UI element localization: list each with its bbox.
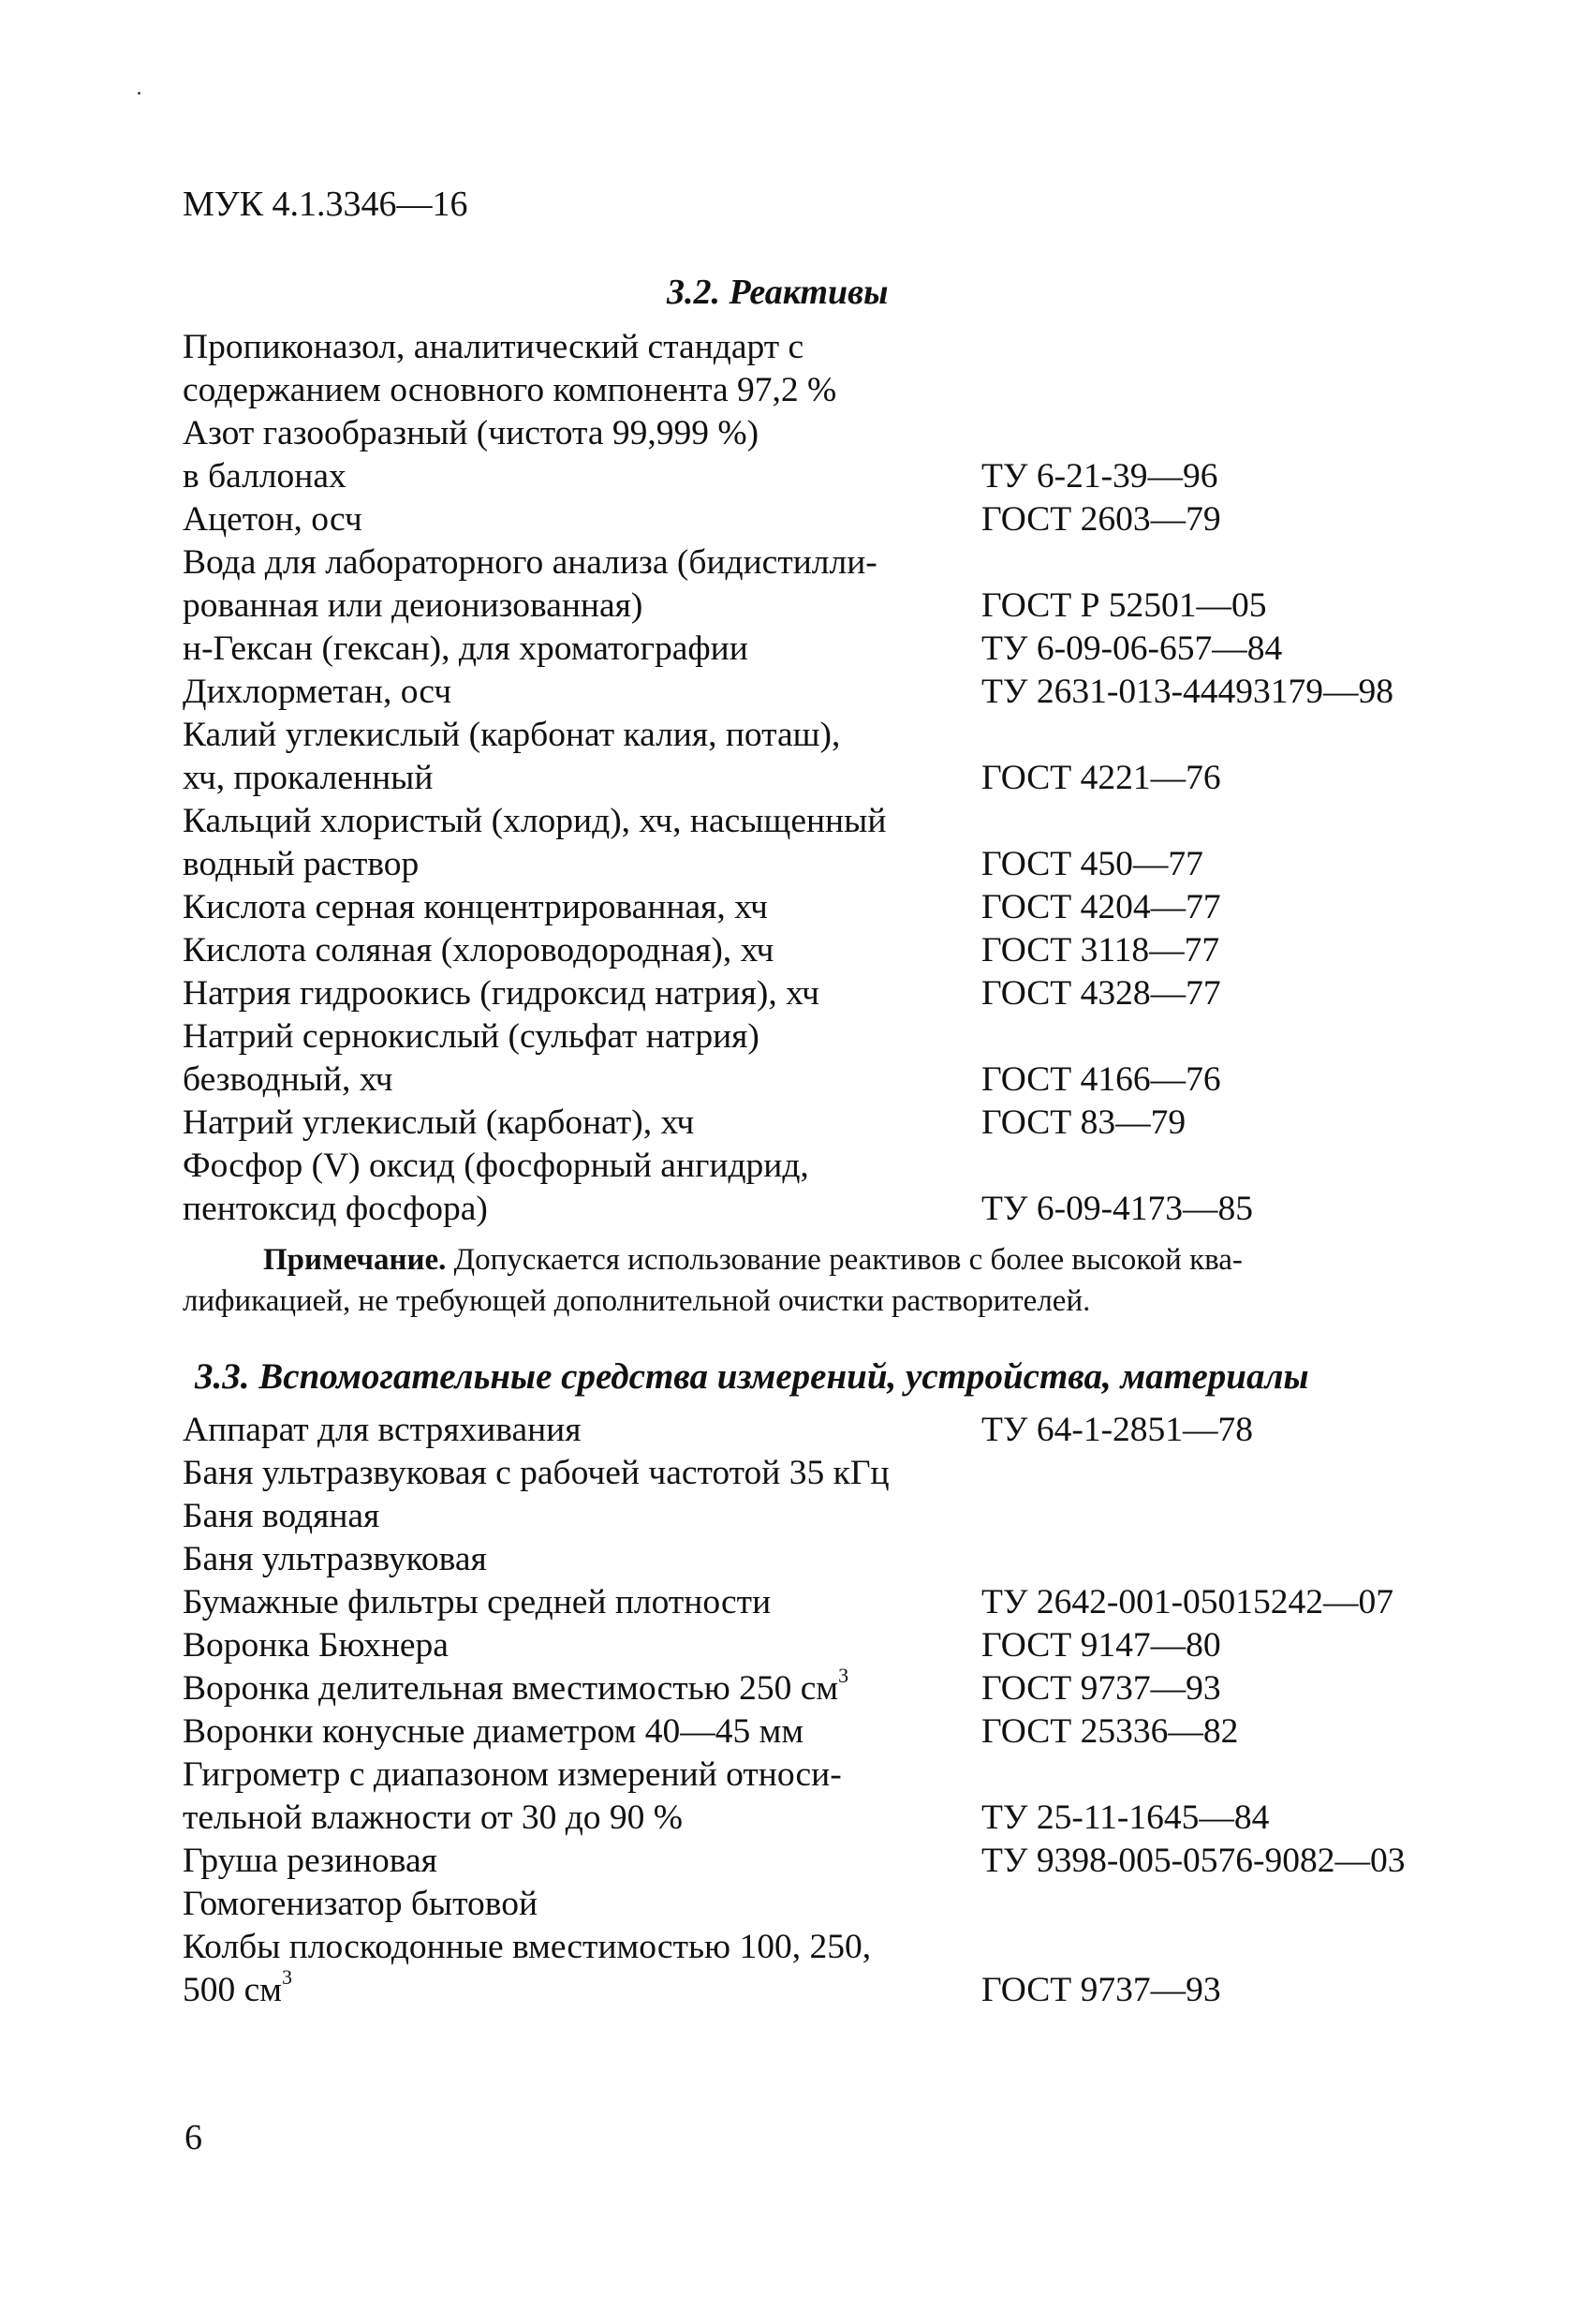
reagent-name-line: Кислота соляная (хлороводородная), хч: [183, 931, 774, 970]
reagent-row: [183, 714, 1494, 800]
scan-speck: [138, 92, 140, 95]
equipment-name: [183, 1495, 981, 1538]
equipment-standard: ГОСТ 9737—93: [981, 1669, 1221, 1708]
equipment-name-line: Бумажные фильтры средней плотности: [183, 1583, 772, 1621]
equipment-name: [183, 1754, 981, 1840]
reagent-standard: ГОСТ 4166—76: [981, 1060, 1221, 1099]
reagent-name-line: пентоксид фосфора): [183, 1190, 488, 1228]
reagent-row: [183, 671, 1494, 714]
equipment-row: [183, 1883, 1494, 1926]
equipment-row: [183, 1710, 1494, 1754]
reagent-name: [183, 714, 981, 800]
reagent-row: [183, 541, 1494, 628]
equipment-name-line: Аппарат для встряхивания: [183, 1411, 582, 1449]
equipment-name: [183, 1926, 981, 2012]
equipment-row: [183, 1664, 1494, 1710]
equipment-standard: ТУ 64-1-2851—78: [981, 1411, 1254, 1449]
reagent-name: [183, 498, 981, 541]
equipment-row: [183, 1926, 1494, 2012]
note: [183, 1239, 1409, 1322]
reagent-row: [183, 498, 1494, 541]
equipment-name: [183, 1840, 981, 1883]
reagent-row: [183, 1015, 1494, 1102]
reagent-row: [183, 326, 1494, 412]
equipment-name-line: Гигрометр с диапазоном измерений относи-: [183, 1755, 842, 1794]
equipment-row: [183, 1840, 1494, 1883]
page-number: 6: [184, 2118, 202, 2157]
reagent-name: [183, 1015, 981, 1102]
equipment-row: [183, 1624, 1494, 1667]
equipment-name-line: тельной влажности от 30 до 90 %: [183, 1799, 684, 1837]
reagent-standard: ТУ 6-09-06-657—84: [981, 629, 1283, 668]
equipment-name: [183, 1710, 981, 1754]
reagent-row: [183, 972, 1494, 1015]
note-label: Примечание.: [263, 1243, 447, 1277]
equipment-standard: ТУ 9398-005-0576-9082—03: [981, 1842, 1406, 1880]
reagent-name: [183, 1102, 981, 1145]
reagent-row: [183, 628, 1494, 671]
reagent-name-line: хч, прокаленный: [183, 759, 434, 797]
superscript: 3: [838, 1664, 849, 1687]
equipment-row: [183, 1452, 1494, 1495]
reagent-standard: ТУ 6-21-39—96: [981, 457, 1218, 496]
reagent-name-line: безводный, хч: [183, 1060, 393, 1099]
equipment-name-line: Колбы плоскодонные вместимостью 100, 250,: [183, 1928, 872, 1966]
reagent-name: [183, 541, 981, 628]
reagent-row: [183, 1102, 1494, 1145]
reagent-name-line: Натрий сернокислый (сульфат натрия): [183, 1017, 759, 1056]
reagent-standard: ГОСТ 4221—76: [981, 759, 1221, 797]
reagent-name: [183, 1145, 981, 1231]
reagent-name: [183, 412, 981, 498]
reagent-name-line: в баллонах: [183, 457, 346, 496]
equipment-name: [183, 1624, 981, 1667]
reagent-name-line: Пропиконазол, аналитический стандарт с: [183, 328, 804, 366]
equipment-standard: ТУ 2642-001-05015242—07: [981, 1583, 1394, 1621]
equipment-name: [183, 1538, 981, 1581]
reagent-standard: ГОСТ 2603—79: [981, 500, 1221, 539]
equipment-name: [183, 1883, 981, 1926]
reagent-name: [183, 628, 981, 671]
equipment-list: [183, 1409, 1494, 2012]
reagent-row: [183, 1145, 1494, 1231]
reagent-name: [183, 972, 981, 1015]
reagent-name-line: Кислота серная концентрированная, хч: [183, 888, 768, 926]
reagent-name: [183, 886, 981, 929]
reagent-name: [183, 929, 981, 972]
reagent-standard: ГОСТ 4328—77: [981, 974, 1221, 1013]
equipment-name-line: Баня водяная: [183, 1497, 380, 1535]
reagent-name-line: рованная или деионизованная): [183, 586, 643, 625]
reagent-name-line: Кальций хлористый (хлорид), хч, насыщенный: [183, 802, 887, 840]
reagent-name-line: Натрия гидроокись (гидроксид натрия), хч: [183, 974, 819, 1013]
equipment-standard: ГОСТ 9147—80: [981, 1626, 1221, 1665]
equipment-standard: ГОСТ 9737—93: [981, 1971, 1221, 2009]
equipment-row: [183, 1538, 1494, 1581]
reagent-name-line: Азот газообразный (чистота 99,999 %): [183, 414, 759, 452]
reagent-name-line: Дихлорметан, осч: [183, 673, 452, 711]
equipment-row: [183, 1581, 1494, 1624]
equipment-name-line: Воронка Бюхнера: [183, 1626, 449, 1665]
reagent-standard: ГОСТ 3118—77: [981, 931, 1220, 970]
reagent-name-line: водный раствор: [183, 845, 420, 883]
section-3-3-title: 3.3. Вспомогательные средства измерений, устройства, материалы: [195, 1356, 1309, 1397]
equipment-name-line: Груша резиновая: [183, 1842, 437, 1880]
equipment-name-line: Баня ультразвуковая с рабочей частотой 35 кГц: [183, 1454, 890, 1492]
reagent-standard: ГОСТ 450—77: [981, 845, 1203, 883]
equipment-name-line: Воронки конусные диаметром 40—45 мм: [183, 1712, 804, 1751]
equipment-name-line: Гомогенизатор бытовой: [183, 1885, 538, 1923]
note-text-2: лификацией, не требующей дополнительной очистки растворителей.: [183, 1284, 1091, 1318]
reagent-name-line: н-Гексан (гексан), для хроматографии: [183, 629, 748, 668]
reagent-name: [183, 671, 981, 714]
equipment-row: [183, 1409, 1494, 1452]
equipment-name-line: Баня ультразвуковая: [183, 1540, 487, 1578]
superscript: 3: [282, 1965, 292, 1989]
equipment-name: [183, 1664, 981, 1710]
reagent-name-line: Ацетон, осч: [183, 500, 362, 539]
reagent-name: [183, 800, 981, 886]
reagent-row: [183, 929, 1494, 972]
equipment-row: [183, 1754, 1494, 1840]
note-text-1: Допускается использование реактивов с более высокой ква-: [446, 1243, 1243, 1277]
reagent-row: [183, 412, 1494, 498]
reagent-name-line: Калий углекислый (карбонат калия, поташ),: [183, 716, 841, 754]
document-code: МУК 4.1.3346—16: [183, 185, 468, 224]
equipment-row: [183, 1495, 1494, 1538]
reagent-name-line: Натрий углекислый (карбонат), хч: [183, 1103, 695, 1142]
equipment-standard: ГОСТ 25336—82: [981, 1712, 1239, 1751]
reagent-standard: ГОСТ 4204—77: [981, 888, 1221, 926]
reagent-name-line: Вода для лабораторного анализа (бидистилли-: [183, 543, 877, 582]
reagent-standard: ГОСТ Р 52501—05: [981, 586, 1267, 625]
reagent-row: [183, 800, 1494, 886]
reagent-standard: ТУ 6-09-4173—85: [981, 1190, 1254, 1228]
reagent-row: [183, 886, 1494, 929]
equipment-name: [183, 1452, 981, 1495]
equipment-name: [183, 1409, 981, 1452]
equipment-standard: ТУ 25-11-1645—84: [981, 1799, 1270, 1837]
section-3-2-title: 3.2. Реактивы: [667, 273, 889, 312]
reagent-name-line: содержанием основного компонента 97,2 %: [183, 371, 837, 409]
reagent-standard: ТУ 2631-013-44493179—98: [981, 673, 1394, 711]
reagents-list: [183, 326, 1494, 1231]
reagent-name-line: Фосфор (V) оксид (фосфорный ангидрид,: [183, 1147, 809, 1185]
equipment-name-line: Воронка делительная вместимостью 250 $см^3$: [183, 1664, 849, 1708]
equipment-name-line: 500 $см^3$: [183, 1965, 292, 2009]
reagent-standard: ГОСТ 83—79: [981, 1103, 1187, 1142]
equipment-name: [183, 1581, 981, 1624]
reagent-name: [183, 326, 981, 412]
